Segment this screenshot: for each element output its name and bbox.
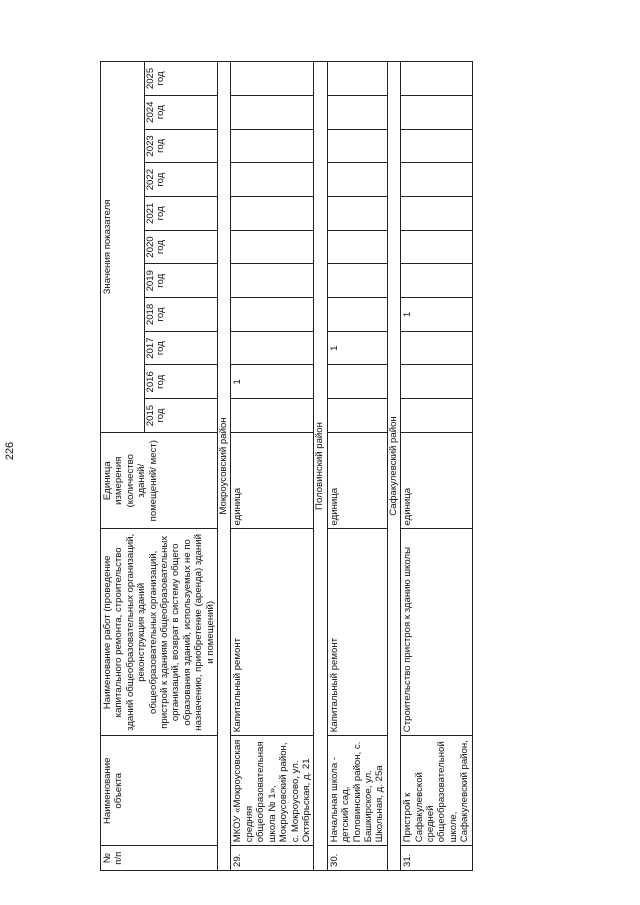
row-value-cell (231, 95, 314, 129)
row-value-cell (327, 365, 387, 399)
header-work-name: Наименование работ (проведение капитального ремонта, строительство зданий общеобразовательных организаций, реконструкция зданий общеобразовательных организаций, пристрой к зданиям общеобразовательных организаций, возврат в систему общего образования зданий, используемых не по назначению, приобретение (аренда) зданий и помещений) (101, 529, 218, 736)
row-value-cell (231, 62, 314, 96)
row-unit: единица (231, 432, 314, 529)
district-row (314, 62, 327, 871)
header-object-name: Наименование объекта (101, 736, 218, 846)
header-year: 2024 год (144, 95, 217, 129)
page-number-text: 226 (3, 441, 16, 461)
row-value-cell (231, 196, 314, 230)
row-value-cell (401, 62, 472, 96)
row-value-cell (401, 129, 472, 163)
header-row-1 (101, 62, 145, 871)
table-row (231, 62, 314, 871)
row-value-cell (401, 196, 472, 230)
row-num: 29. (231, 846, 314, 871)
row-work-name: Капитальный ремонт (327, 529, 387, 736)
row-value-cell: 1 (401, 298, 472, 332)
row-value-cell (401, 399, 472, 433)
row-value-cell (231, 264, 314, 298)
district-row (218, 62, 231, 871)
header-year: 2015 год (144, 399, 217, 433)
row-value-cell (401, 95, 472, 129)
row-object-name: Начальная школа - детский сад, Половинский район, с. Башкирское, ул. Школьная, д. 25а (327, 736, 387, 846)
row-value-cell (327, 399, 387, 433)
table-body (218, 62, 473, 871)
row-value-cell (327, 230, 387, 264)
row-value-cell (401, 264, 472, 298)
district-name: Мокроусовский район (218, 62, 231, 871)
row-value-cell (401, 365, 472, 399)
header-year: 2021 год (144, 196, 217, 230)
row-value-cell: 1 (231, 365, 314, 399)
table-row (401, 62, 472, 871)
row-value-cell (327, 264, 387, 298)
header-year: 2016 год (144, 365, 217, 399)
rotated-table-sheet (100, 61, 632, 871)
row-value-cell (231, 230, 314, 264)
page-number (0, 441, 20, 461)
indicator-table (100, 61, 473, 871)
row-value-cell (327, 129, 387, 163)
row-value-cell: 1 (327, 331, 387, 365)
header-values-group: Значения показателя (101, 62, 145, 433)
row-value-cell (231, 298, 314, 332)
row-value-cell (327, 163, 387, 197)
row-object-name: МКОУ «Мокроусовская средняя общеобразовательная школа № 1», Мокроусовский район, с. Мокроусово, ул. Октябрьская, д. 21 (231, 736, 314, 846)
row-value-cell (231, 331, 314, 365)
row-work-name: Капитальный ремонт (231, 529, 314, 736)
header-year: 2023 год (144, 129, 217, 163)
header-year: 2019 год (144, 264, 217, 298)
row-value-cell (231, 163, 314, 197)
row-value-cell (401, 230, 472, 264)
row-value-cell (327, 196, 387, 230)
district-name: Половинский район (314, 62, 327, 871)
district-row (387, 62, 400, 871)
row-value-cell (401, 163, 472, 197)
header-year: 2025 год (144, 62, 217, 96)
row-value-cell (327, 62, 387, 96)
row-value-cell (401, 331, 472, 365)
row-value-cell (231, 399, 314, 433)
row-work-name: Строительство пристроя к зданию школы (401, 529, 472, 736)
header-unit: Единица измерения (количество зданий/ помещений/ мест) (101, 432, 218, 529)
row-unit: единица (327, 432, 387, 529)
header-num: № п/п (101, 846, 218, 871)
row-value-cell (327, 298, 387, 332)
header-year: 2017 год (144, 331, 217, 365)
header-year: 2020 год (144, 230, 217, 264)
row-num: 30. (327, 846, 387, 871)
header-year: 2018 год (144, 298, 217, 332)
row-object-name: Пристрой к Сафакулевской средней общеобразовательной школе, Сафакулевский район, (401, 736, 472, 846)
table-row (327, 62, 387, 871)
header-year: 2022 год (144, 163, 217, 197)
row-num: 31. (401, 846, 472, 871)
district-name: Сафакулевский район (387, 62, 400, 871)
row-value-cell (231, 129, 314, 163)
row-unit: единица (401, 432, 472, 529)
row-value-cell (327, 95, 387, 129)
